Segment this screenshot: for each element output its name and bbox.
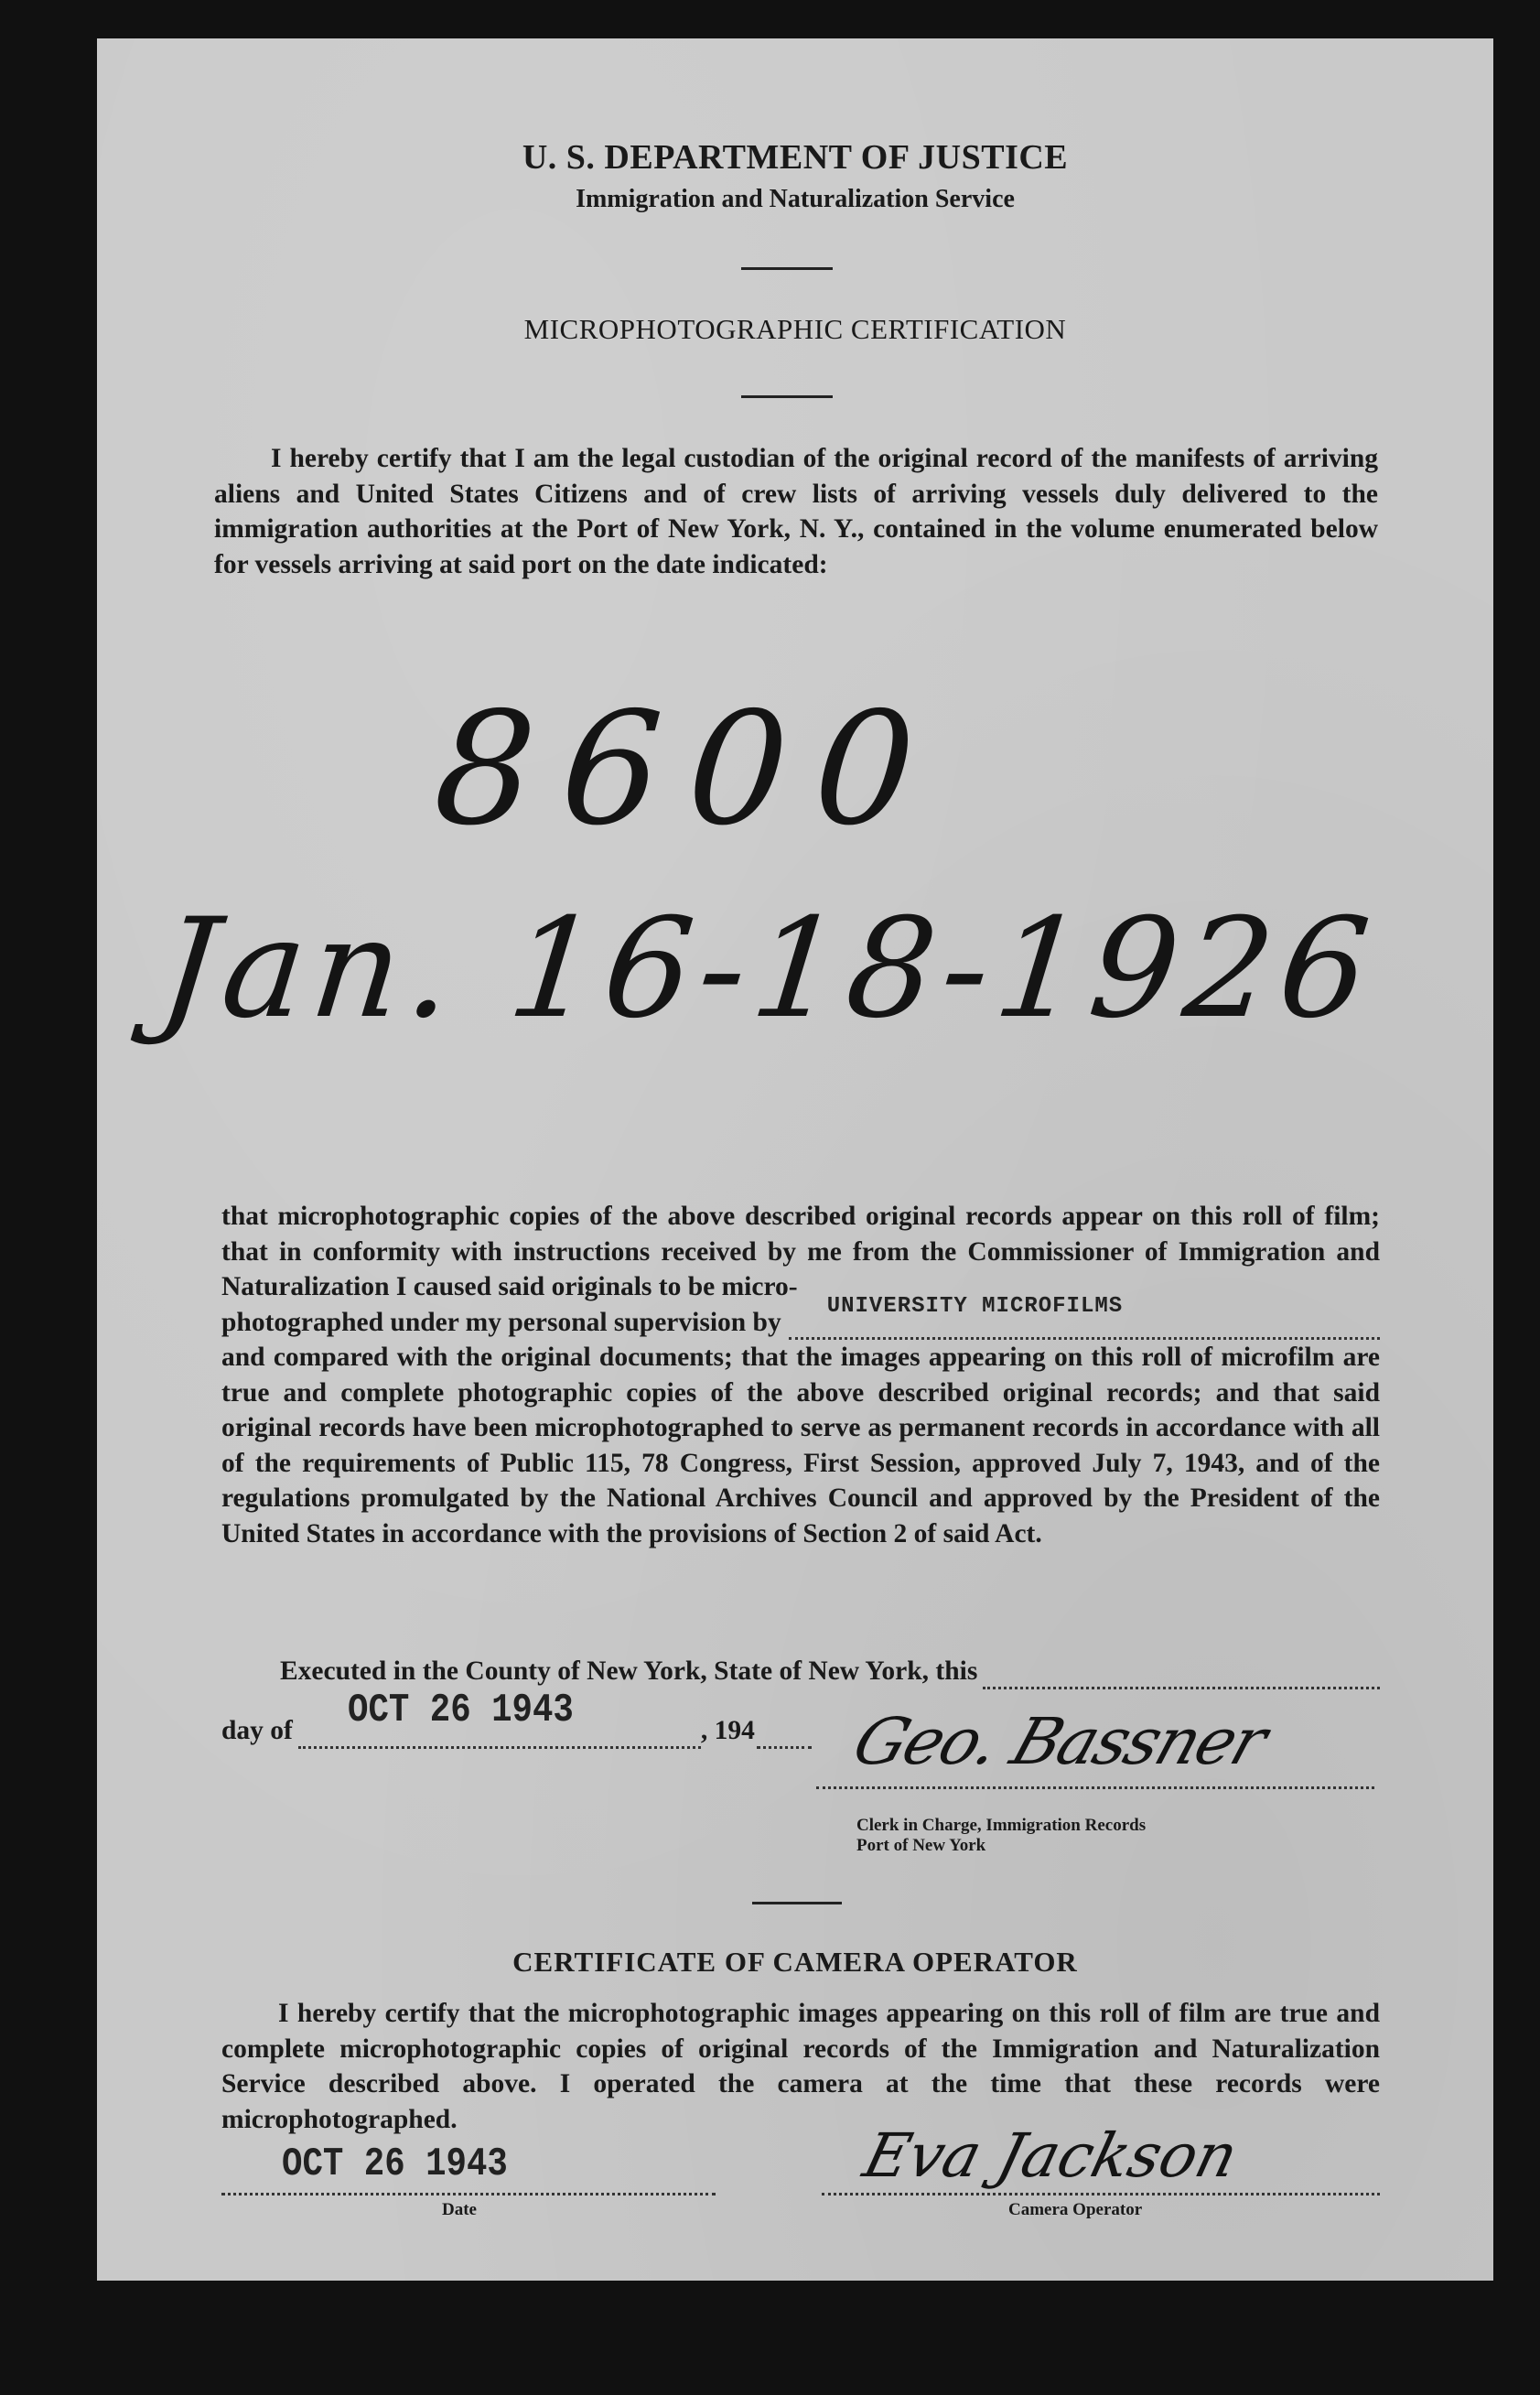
camera-date-stamp: OCT 26 1943	[282, 2141, 508, 2187]
company-field	[789, 1294, 1380, 1340]
supervision-line	[221, 1294, 1380, 1341]
clerk-title-line2: Port of New York	[856, 1836, 986, 1855]
day-of-line	[221, 1687, 917, 1749]
executed-line	[280, 1654, 1380, 1689]
clerk-signature-line	[816, 1785, 1374, 1789]
day-of-label: day of	[221, 1716, 293, 1745]
department-heading: U. S. DEPARTMENT OF JUSTICE	[522, 138, 1069, 177]
operator-signature-line	[822, 2191, 1380, 2195]
date-label: Date	[442, 2200, 477, 2219]
camera-paragraph	[221, 1996, 1380, 2137]
clerk-signature: Geo. Bassner	[844, 1704, 1276, 1779]
form-title: MICROPHOTOGRAPHIC CERTIFICATION	[523, 313, 1067, 345]
certificate-sheet	[97, 38, 1493, 2281]
executed-day-field	[983, 1661, 1380, 1689]
operator-label: Camera Operator	[1008, 2200, 1143, 2219]
executed-text: Executed in the County of New York, State of New York, this	[280, 1656, 978, 1686]
camera-date-line	[221, 2191, 716, 2195]
operator-signature: Eva Jackson	[856, 2120, 1245, 2191]
executed-date-stamp: OCT 26 1943	[347, 1687, 574, 1733]
supervision-label: photographed under my personal supervision by	[221, 1307, 781, 1337]
intro-text: I hereby certify that I am the legal custodian of the original record of the manifests of arriving aliens and United States Citizens and of crew lists of arriving vessels duly delivered to the immigration authorities at the Port of New York, N. Y., contained in the volume enumerated below for vessels arriving at said port on the date indicated:	[214, 444, 1378, 579]
day-of-field	[298, 1687, 701, 1749]
body-text-1: that microphotographic copies of the above described original records appear on this roll of film; that in conformity with instructions received by me from the Commissioner of Immigration and Naturalization I caused said originals to be micro-	[221, 1202, 1380, 1301]
body-text-2: and compared with the original documents; that the images appearing on this roll of microfilm are true and complete photographic copies of the above described original records; and that said original records have been microphotographed to serve as permanent records in accordance with all of the requirements of Public 115, 78 Congress, First Session, approved July 7, 1943, and of the regulations promulgated by the National Archives Council and approved by the President of the United States in accordance with the provisions of Section 2 of said Act.	[221, 1343, 1380, 1548]
handwritten-date-range: Jan. 16-18-1926	[152, 890, 1384, 1049]
intro-paragraph	[214, 441, 1378, 582]
divider	[741, 395, 833, 398]
clerk-title	[856, 1816, 1146, 1856]
camera-certificate-title: CERTIFICATE OF CAMERA OPERATOR	[512, 1946, 1078, 1978]
handwritten-volume-number: 8600	[429, 679, 948, 860]
company-stamp: UNIVERSITY MICROFILMS	[826, 1294, 1124, 1319]
service-subheading: Immigration and Naturalization Service	[576, 185, 1015, 213]
clerk-title-line1: Clerk in Charge, Immigration Records	[856, 1816, 1147, 1835]
divider	[741, 267, 833, 270]
year-prefix: , 194	[700, 1716, 755, 1745]
body-paragraph	[221, 1199, 1380, 1551]
year-field	[757, 1721, 812, 1749]
camera-text: I hereby certify that the microphotographic images appearing on this roll of film are true and complete microphotographic copies of original records of the Immigration and Naturalization Service described above. I operated the camera at the time that these records were microphotographed.	[221, 1999, 1380, 2134]
divider	[752, 1902, 842, 1904]
